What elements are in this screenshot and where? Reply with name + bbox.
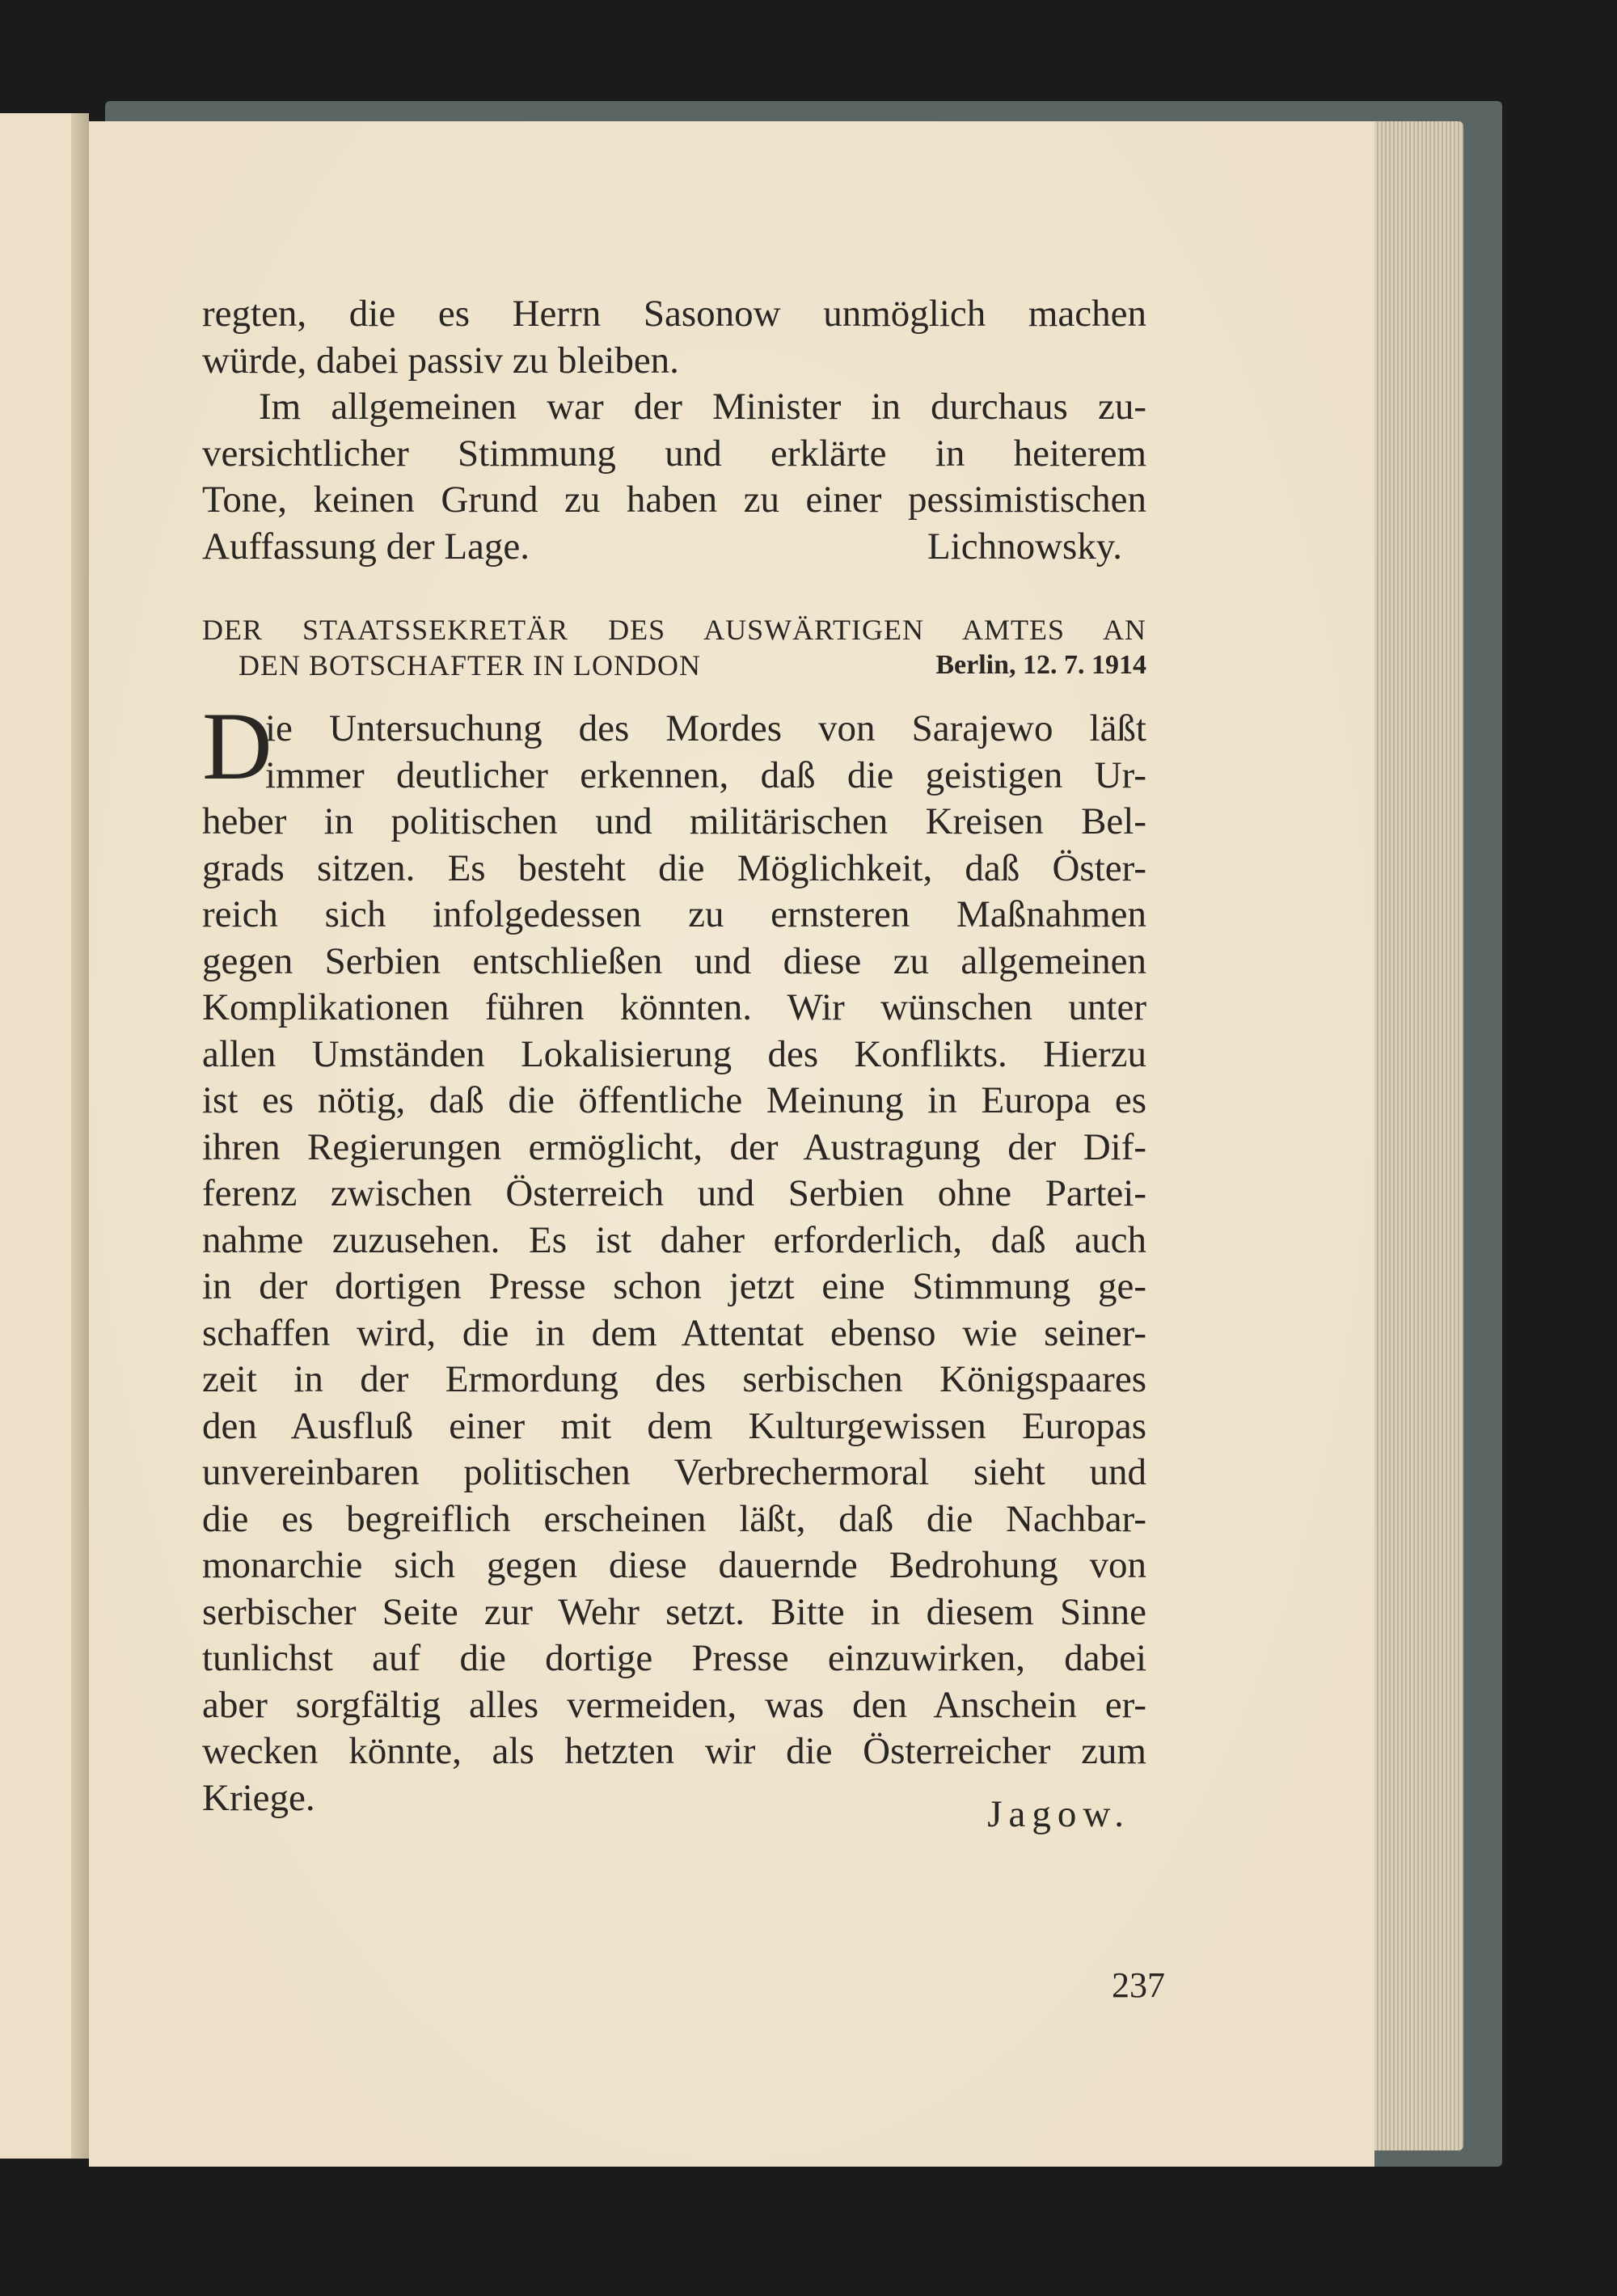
page-text [202, 291, 1146, 1835]
text-line: immer deutlicher erkennen, daß die geistigen Ur- [265, 753, 1146, 796]
document-heading [202, 612, 1146, 683]
text-line: Auffassung der Lage. [202, 525, 530, 568]
dropcap-block [202, 692, 1146, 800]
page-number: 237 [1112, 1965, 1165, 2005]
text-line: die es begreiflich erscheinen läßt, daß die Nachbar- [202, 1497, 1146, 1540]
paragraph-2-closing [202, 524, 1146, 571]
text-line: würde, dabei passiv zu bleiben. [202, 339, 679, 382]
text-line: ferenz zwischen Österreich und Serbien ohne Partei- [202, 1172, 1146, 1214]
text-line: Tone, keinen Grund zu haben zu einer pessimistischen [202, 479, 1146, 521]
text-line: unvereinbaren politischen Verbrechermoral sieht und [202, 1451, 1146, 1493]
signature-lichnowsky: Lichnowsky. [927, 525, 1122, 568]
text-line: Kriege. [202, 1776, 315, 1819]
heading-line-2 [202, 648, 1146, 683]
text-line: tunlichst auf die dortige Presse einzuwirken, dabei [202, 1637, 1146, 1679]
text-line: nahme zuzusehen. Es ist daher erforderlich, daß auch [202, 1218, 1146, 1261]
page-edges [1366, 121, 1463, 2150]
left-page [0, 113, 81, 2159]
text-line: ie Untersuchung des Mordes von Sarajewo läßt [265, 707, 1146, 749]
text-line: heber in politischen und militärischen Kreisen Bel- [202, 800, 1146, 842]
heading-recipient: DEN BOTSCHAFTER IN LONDON [239, 649, 701, 682]
text-line: ist es nötig, daß die öffentliche Meinung in Europa es [202, 1079, 1146, 1121]
heading-line-1: DER STAATSSEKRETÄR DES AUSWÄRTIGEN AMTES AN [202, 614, 1146, 646]
drop-cap: D [202, 692, 272, 800]
text-line: regten, die es Herrn Sasonow unmöglich machen [202, 293, 1146, 335]
heading-date: Berlin, 12. 7. 1914 [935, 650, 1146, 680]
paragraph-2 [202, 384, 1146, 570]
text-line: wecken könnte, als hetzten wir die Österreicher zum [202, 1730, 1146, 1772]
text-line: reich sich infolgedessen zu ernsteren Maßnahmen [202, 893, 1146, 935]
text-line: den Ausfluß einer mit dem Kulturgewissen Europas [202, 1404, 1146, 1447]
text-line: serbischer Seite zur Wehr setzt. Bitte in diesem Sinne [202, 1590, 1146, 1633]
dropcap-lines [265, 706, 1146, 799]
text-line: schaffen wird, die in dem Attentat ebenso wie seiner- [202, 1311, 1146, 1354]
letter-closing [202, 1775, 1146, 1835]
paragraph-1 [202, 291, 1146, 384]
text-line: allen Umständen Lokalisierung des Konflikts. Hierzu [202, 1032, 1146, 1075]
text-line: Komplikationen führen könnten. Wir wünschen unter [202, 986, 1146, 1028]
text-line: in der dortigen Presse schon jetzt eine Stimmung ge- [202, 1265, 1146, 1307]
text-line: grads sitzen. Es besteht die Möglichkeit, daß Öster- [202, 846, 1146, 889]
letter-body [202, 692, 1146, 1835]
text-line: versichtlicher Stimmung und erklärte in heiterem [202, 432, 1146, 475]
text-line: aber sorgfältig alles vermeiden, was den Anschein er- [202, 1683, 1146, 1726]
signature-jagow: Jagow. [987, 1792, 1130, 1835]
book-gutter [71, 113, 89, 2159]
text-line: ihren Regierungen ermöglicht, der Austragung der Dif- [202, 1125, 1146, 1168]
text-line: gegen Serbien entschließen und diese zu allgemeinen [202, 939, 1146, 982]
text-line: zeit in der Ermordung des serbischen Königspaares [202, 1358, 1146, 1400]
text-line: monarchie sich gegen diese dauernde Bedrohung von [202, 1544, 1146, 1586]
text-line: Im allgemeinen war der Minister in durchaus zu- [259, 386, 1146, 428]
